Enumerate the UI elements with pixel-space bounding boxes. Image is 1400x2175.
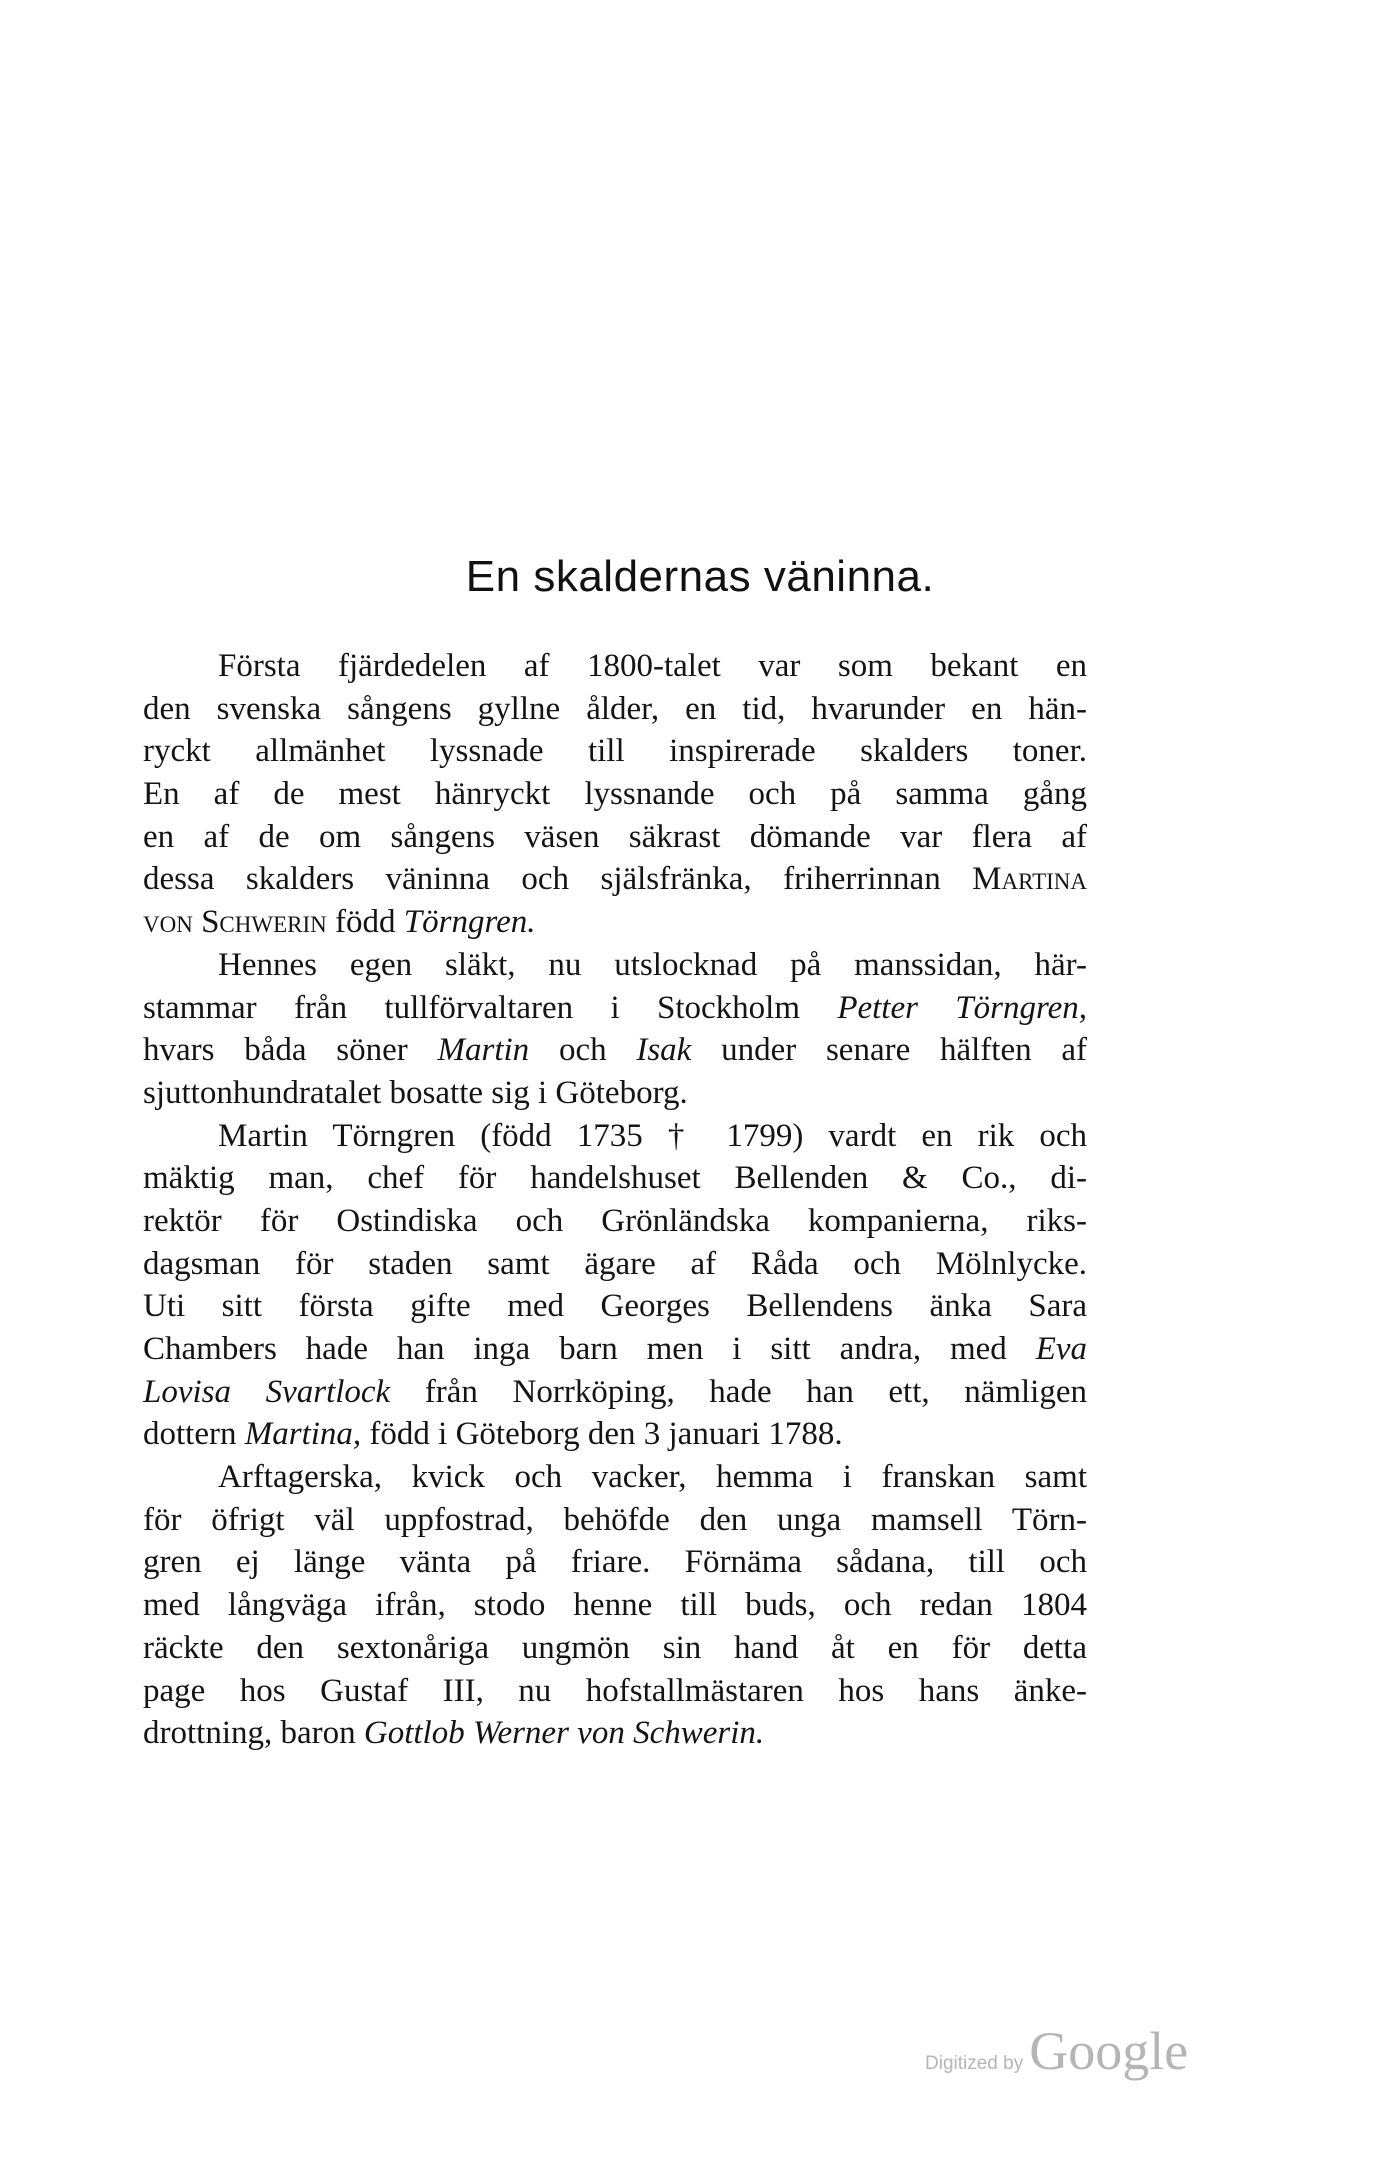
text-line	[143, 1670, 1087, 1713]
person-name: Eva	[1035, 1331, 1087, 1367]
digitized-watermark	[925, 2020, 1215, 2090]
person-name: Martina	[972, 861, 1087, 898]
text-line	[143, 987, 1087, 1030]
text-span: rektör för Ostindiska och Grönländska kompanierna, riks-	[143, 1202, 1087, 1239]
text-span: Arftagerska, kvick och vacker, hemma i franskan samt	[218, 1459, 1087, 1496]
text-span: gren ej länge vänta på friare. Förnäma sådana, till och	[143, 1544, 1087, 1581]
text-span: under senare hälften af	[691, 1032, 1087, 1069]
text-line	[143, 944, 1087, 987]
text-line	[143, 645, 1087, 688]
text-span: page hos Gustaf III, nu hofstallmästaren hos hans änke-	[143, 1672, 1087, 1709]
body-text	[143, 645, 1087, 1755]
text-span: En af de mest hänryckt lyssnande och på samma gång	[143, 776, 1087, 813]
text-line	[143, 1371, 1087, 1414]
text-line	[143, 1328, 1087, 1371]
text-line	[143, 816, 1087, 859]
person-name: von Schwerin	[143, 904, 327, 941]
text-line	[143, 1029, 1087, 1072]
text-span: född i Göteborg den 3 januari 1788.	[361, 1416, 843, 1453]
text-span: räckte den sextonåriga ungmön sin hand åt en för detta	[143, 1629, 1087, 1666]
text-line	[143, 773, 1087, 816]
text-span: för öfrigt väl uppfostrad, behöfde den unga mamsell Törn-	[143, 1501, 1087, 1538]
text-span: dessa skalders väninna och själsfränka, friherrinnan	[143, 861, 973, 898]
watermark-prefix: Digitized by	[925, 2053, 1024, 2074]
text-span: hvars båda söner	[143, 1032, 438, 1069]
text-span: dottern	[143, 1416, 245, 1453]
person-name: Lovisa Svartlock	[143, 1373, 391, 1410]
text-span: Första fjärdedelen af 1800-talet var som bekant en	[218, 648, 1087, 684]
text-line	[143, 858, 1087, 901]
text-span: Hennes egen släkt, nu utslocknad på manssidan, här-	[218, 946, 1087, 983]
google-logo: Google	[1029, 2021, 1189, 2081]
text-span: Uti sitt första gifte med Georges Bellendens änka Sara	[143, 1288, 1087, 1325]
text-span: Martin Törngren (född 1735 † 1799) vardt en rik och	[218, 1117, 1087, 1154]
text-span: sjuttonhundratalet bosatte sig i Göteborg.	[143, 1074, 688, 1111]
text-span: en af de om sångens väsen säkrast dömande var flera af	[143, 818, 1087, 855]
text-line	[143, 901, 1087, 944]
text-span: med långväga ifrån, stodo henne till buds, och redan 1804	[143, 1587, 1087, 1624]
person-name: Gottlob Werner von Schwerin.	[363, 1715, 765, 1752]
text-span: mäktig man, chef för handelshuset Bellenden & Co., di-	[143, 1160, 1087, 1197]
text-line	[143, 1115, 1087, 1158]
text-line	[143, 1712, 1087, 1755]
person-name: Martina,	[244, 1416, 362, 1453]
person-name: Petter Törngren,	[837, 989, 1087, 1026]
text-line	[143, 1157, 1087, 1200]
text-line	[143, 1200, 1087, 1243]
text-line	[143, 1627, 1087, 1670]
text-span: dagsman för staden samt ägare af Råda och Mölnlycke.	[143, 1245, 1087, 1282]
text-span: och	[529, 1032, 637, 1069]
text-line	[143, 1243, 1087, 1286]
text-line	[143, 688, 1087, 731]
person-name: Isak	[636, 1032, 692, 1069]
text-span: Chambers hade han inga barn men i sitt andra, med	[143, 1331, 1036, 1367]
person-name: Martin	[437, 1032, 530, 1069]
text-line	[143, 1499, 1087, 1542]
text-span: ryckt allmänhet lyssnade till inspirerade skalders toner.	[143, 733, 1087, 770]
text-line	[143, 1584, 1087, 1627]
text-span: från Norrköping, hade han ett, nämligen	[390, 1373, 1088, 1410]
text-span: drottning, baron	[143, 1715, 364, 1752]
person-name: Törngren.	[403, 904, 536, 941]
text-line	[143, 1285, 1087, 1328]
text-span: stammar från tullförvaltaren i Stockholm	[143, 989, 838, 1026]
text-line	[143, 730, 1087, 773]
chapter-title: En skaldernas väninna.	[465, 552, 935, 601]
text-span: den svenska sångens gyllne ålder, en tid, hvarunder en hän-	[143, 690, 1087, 727]
text-span: född	[326, 904, 404, 941]
text-line	[143, 1413, 1087, 1456]
text-line	[143, 1072, 1087, 1115]
text-line	[143, 1456, 1087, 1499]
text-line	[143, 1541, 1087, 1584]
